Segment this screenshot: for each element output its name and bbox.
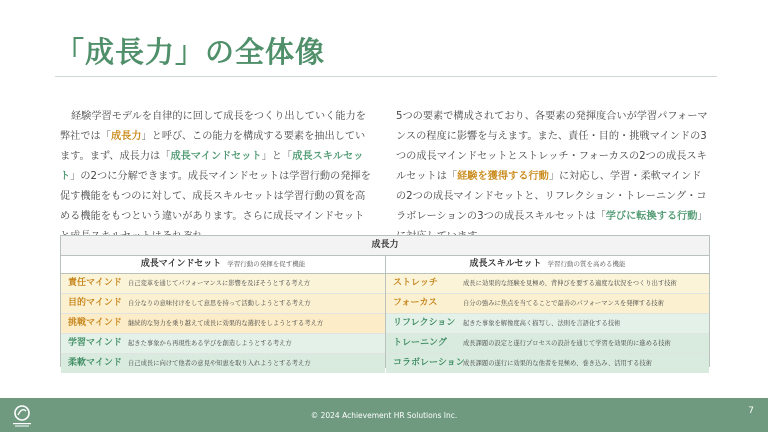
- mindset-title: 成長マインドセット: [140, 259, 222, 269]
- row-element-name: コラボレーション: [393, 358, 465, 368]
- skillset-title: 成長スキルセット: [469, 259, 542, 269]
- table-row: [386, 294, 709, 314]
- row-element-description: 自分なりの意味付けをして意思を持って活動しようとする考え方: [128, 300, 311, 307]
- skillset-header: [386, 256, 709, 274]
- body-text-span: 5つの要素で構成されており、各要素の発揮度合いが学習パフォーマンスの程度に影響を与えます。また、責任・目的・挑戦マインドの3つの成長マインドセットとストレッチ・フォーカスの2つの成長スキルセットは「: [396, 111, 708, 182]
- table-header: 成長力: [61, 236, 709, 256]
- copyright-text: © 2024 Achievement HR Solutions Inc.: [310, 411, 458, 420]
- skillset-column: [385, 256, 709, 368]
- row-element-description: 成長に効果的な経験を見極め、背伸びを要する適度な状況をつくり出す技術: [463, 280, 677, 287]
- row-element-name: リフレクション: [393, 318, 456, 328]
- row-element-description: 成長課題の遂行に効果的な他者を見極め、巻き込み、活用する技術: [463, 360, 653, 367]
- row-element-name: トレーニング: [393, 338, 447, 348]
- body-text-span: 」の2つに分解できます。成長マインドセットは学習行動の発揮を促す機能をもつのに対して、成長スキルセットは学習行動の質を高める機能をもつという違いがあります。さらに成長マインドセット: [60, 171, 371, 222]
- table-row: [61, 334, 385, 354]
- row-element-name: フォーカス: [393, 298, 438, 308]
- table-row: [386, 274, 709, 294]
- mindset-header: [61, 256, 385, 274]
- highlight-term: 成長マインドセット: [170, 151, 262, 162]
- highlight-term: 経験を獲得する行動: [457, 171, 549, 182]
- page-title: 「成長力」の全体像: [55, 35, 326, 69]
- body-text-right: [396, 107, 708, 247]
- body-text-left: [60, 107, 372, 247]
- table-row: [386, 354, 709, 373]
- table-row: [61, 354, 385, 373]
- skillset-note: 学習行動の質を高める機能: [547, 260, 626, 268]
- highlight-term: 成長スキルセット: [60, 151, 364, 182]
- row-element-name: 柔軟マインド: [68, 358, 122, 368]
- mindset-note: 学習行動の発揮を促す機能: [227, 260, 306, 268]
- table-row: [61, 314, 385, 334]
- row-element-name: ストレッチ: [393, 278, 438, 288]
- row-element-description: 成長課題の設定と遂行プロセスの設計を通じて学習を効果的に進める技術: [463, 340, 671, 347]
- row-element-name: 目的マインド: [68, 298, 122, 308]
- row-element-description: 継続的な努力を乗り越えて成長に効果的な選択をしようとする考え方: [128, 320, 324, 327]
- mindset-column: [61, 256, 385, 368]
- body-text-span: 」: [697, 211, 708, 222]
- table-row: [386, 314, 709, 334]
- table-row: [61, 274, 385, 294]
- row-element-description: 起きた事象を解像度高く描写し、法則を言語化する技術: [463, 320, 621, 327]
- growth-power-table: [60, 235, 710, 367]
- body-text-span: 」と「: [261, 151, 293, 162]
- title-divider: [55, 76, 717, 77]
- table-row: [61, 294, 385, 314]
- table-row: [386, 334, 709, 354]
- row-element-name: 挑戦マインド: [68, 318, 122, 328]
- page-number: 7: [748, 406, 754, 416]
- body-text-span: 経験学習モデルを自律的に回して成長をつくり出していく能力を弊社では「: [60, 111, 366, 142]
- row-element-description: 自分の強みに焦点を当てることで最善のパフォーマンスを発揮する技術: [463, 300, 664, 307]
- row-element-description: 自己成長に向けて他者の意見や知恵を取り入れようとする考え方: [128, 360, 311, 367]
- row-element-name: 学習マインド: [68, 338, 122, 348]
- body-text-span: 」と呼び、この能力を構成する要素を抽出しています。まず、成長力は「: [60, 131, 366, 162]
- body-text-span: 」に対応し、学習・柔軟マインドの2つの成長マインドセットと、リフレクション・トレーニング・コラボレーションの3つの成長スキルセットは「: [396, 171, 707, 222]
- row-element-name: 責任マインド: [68, 278, 122, 288]
- row-element-description: 起きた事象から再現性ある学びを創造しようとする考え方: [128, 340, 292, 347]
- highlight-term: 成長力: [110, 131, 142, 142]
- highlight-term: 学びに転換する行動: [605, 211, 698, 222]
- row-element-description: 自己変革を通じてパフォーマンスに影響を及ぼそうとする考え方: [128, 280, 311, 287]
